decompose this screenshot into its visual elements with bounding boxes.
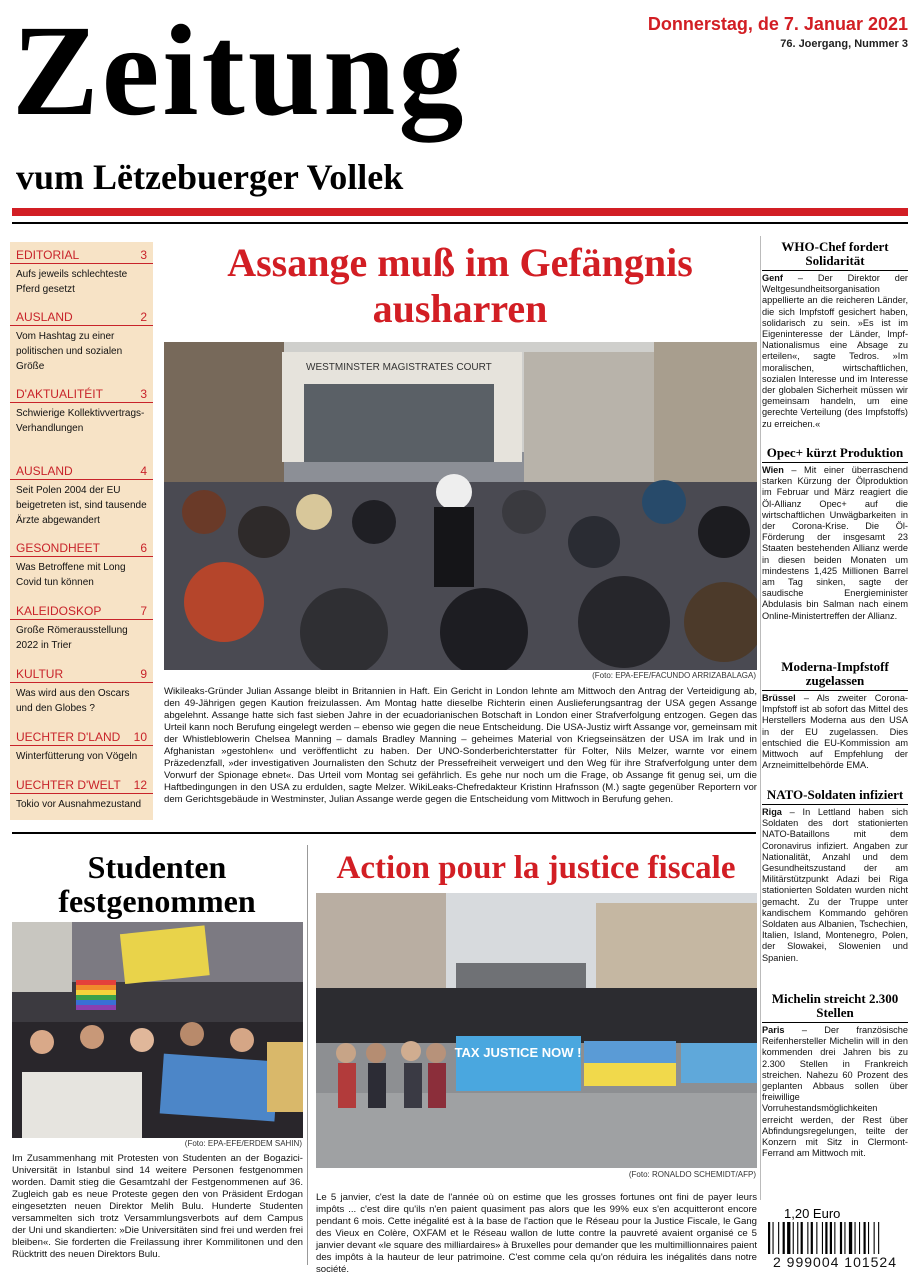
tax-justice-scene [316, 893, 757, 1168]
brief-title: WHO-Chef fordert Solidarität [762, 240, 908, 271]
index-desc: Vom Hashtag zu einer politischen und sozialen Größe [16, 331, 123, 372]
contents-index [10, 242, 153, 820]
index-item-kaleidoskop[interactable] [10, 604, 153, 653]
issue-edition: 76. Joergang, Nummer 3 [780, 38, 908, 50]
index-section: UECHTER D'WELT [16, 778, 121, 792]
masthead-title: Zeitung [12, 0, 467, 143]
students-headline[interactable]: Studenten festgenommen [58, 849, 256, 919]
index-page: 12 [133, 778, 147, 792]
main-photo-credit: (Foto: EPA-EFE/FACUNDO ARRIZABALAGA) [592, 671, 756, 680]
index-section: KULTUR [16, 667, 64, 681]
action-body: Le 5 janvier, c'est la date de l'année où on estime que les grosses fortunes ont fini de payer leurs impôts ... c'est dire qu'ils n'en paient quasiment pas alors que les 99% eux s'en acquitteront encore pendant 6 mois. Cette inégalité est à la base de l'action que le Réseau pour la Justice Fiscale, le Gang des Vieux en Colère, OXFAM et le Réseau wallon de lutte contre la pauvreté avaient organisé ce 5 janvier devant «le square des milliardaires» à Bruxelles pour demander que les multimillionnaires paient des impôts à la hauteur de leur patrimoine. C'est comme cela qu'on réduira les inégalités dans notre société. [316, 1192, 758, 1275]
index-item-kultur[interactable] [10, 667, 153, 716]
brief-opec[interactable] [762, 446, 908, 622]
index-desc: Winterfütterung von Vögeln [16, 751, 138, 762]
index-page: 4 [140, 464, 147, 478]
brief-text: Genf – Der Direktor der Weltgesundheitsorganisation appellierte an die reicheren Länder, die sich Impfstoff gesichert haben, solidarisch zu sein. »Es ist im Eigeninteresse der Länder, Impf-Nationalismus eine Absage zu erteilen«, sagte Tedros. »Im moralischen, wirtschaftlichen, sozialen Interesse und im Interesse der globalen Sicherheit müssen wir gemeinsam handeln, um eine gerechte Verteilung (des Impfstoffs) zu erreichen.« [762, 273, 908, 429]
briefs-divider [760, 236, 761, 1200]
students-body: Im Zusammenhang mit Protesten von Studenten an der Bogazici-Universität in Istanbul sind 14 weitere Personen festgenommen worden. Damit stieg die Gesamtzahl der Festgenommenen auf 36. Zugleich gab es neue Proteste gegen den von Präsident Erdogan eingesetzten neuen Direktor Melih Bulu. Hunderte Studenten versammelten sich trotz Versammlungsverbots auf dem Campus der Uni und skandierten: »Die Universitäten sind frei und werden frei bleiben«. Sie forderten die Freilassung ihrer Kommilitonen und den Rücktritt des neuen Direktors Bulu. [12, 1153, 303, 1260]
action-photo [316, 893, 757, 1168]
index-item-aktualiteit[interactable] [10, 387, 153, 436]
brief-title: Moderna-Impfstoff zugelassen [762, 660, 908, 691]
brief-text: Riga – In Lettland haben sich Soldaten des dort stationierten NATO-Bataillons mit dem Coronavirus infiziert. Angaben zur Nationalität, Anzahl und dem Gesundheitszustand der am Militärstützpunkt Adazi bei Riga stationierten Soldaten wurden nicht gemacht. Zu der Truppe unter kandischem Kommando gehören Soldaten aus Albanien, Tschechien, Italien, Island, Montenegro, Polen, der Slowakei, Slowenien und Spanien. [762, 807, 908, 963]
issue-date: Donnerstag, de 7. Januar 2021 [647, 14, 908, 34]
index-item-editorial[interactable] [10, 248, 153, 297]
brief-who[interactable] [762, 240, 908, 430]
students-photo [12, 922, 303, 1138]
court-press-scene [164, 342, 757, 670]
brief-title: Opec+ kürzt Produktion [762, 446, 908, 463]
column-divider [307, 845, 308, 1265]
index-desc: Tokio vor Ausnahmezustand [16, 799, 142, 810]
brief-text: Paris – Der französische Reifenhersteller Michelin will in den kommenden drei Jahren bis zu 2.300 Stellen in Frankreich streichen. Nahezu 60 Prozent des geplanten Abbaus sollen über freiwillige Vorruhestandsmöglichkeiten erreicht werden, der Rest über Abfindungsregelungen, teilte der Konzern mit Sitz in Clermont-Ferrand am Mittwoch mit. [762, 1025, 908, 1159]
price-label: 1,20 Euro [784, 1206, 841, 1221]
barcode-bars [762, 1222, 908, 1254]
action-photo-credit: (Foto: RONALDO SCHEMIDT/AFP) [628, 1170, 756, 1179]
main-body: Wikileaks-Gründer Julian Assange bleibt in Britannien in Haft. Ein Gericht in London lehnte am Mittwoch den Antrag der Verteidigung ab, den 49-Jährigen gegen Kaution freizulassen. Am Montag hatte dieselbe Richterin einen Auslieferungsantrag der USA gegen Assange abgelehnt. Assange hatte sich fast sieben Jahre in der ecuadorianischen Botschaft in London einer Strafverfolgung entzogen. Gegen das Urteil kann noch Berufung eingelegt werden – ebenso wie gegen die neue Entscheidung. Die USA-Justiz wirft Assange vor, gemeinsam mit der Whistleblowerin Chelsea Manning – damals Bradley Manning – geheimes Material von Kriegseinsätzen der USA im Irak und in Afghanistan »gestohlen« und veröffentlicht zu haben. Der UNO-Sonderberichterstatter für Folter, Nils Melzer, warnte vor einem Präzedenzfall, »der investigativen Journalisten den Schutz der Pressefreiheit verweigert und den Weg für ihre Strafverfolgung unter dem Vorwurf der Spionage ebnet«. Das Urteil vom Montag sei gefährlich. Es gehe nur noch um die Frage, ob Assange fit genug sei, um die Haftbedingungen in den USA zu erdulden, sagte Melzer. WikiLeaks-Chefredakteur Kristinn Hrafnsson (M.) sagte gegenüber Reportern vor dem Gerichtsgebäude in Westminster, Julian Assange werde gegen die Entscheidung vom Mittwoch in Berufung gehen. [164, 686, 757, 805]
main-photo [164, 342, 757, 670]
masthead-black-rule [12, 222, 908, 224]
brief-moderna[interactable] [762, 660, 908, 771]
brief-nato[interactable] [762, 788, 908, 964]
index-item-uechter-dwelt[interactable] [10, 778, 153, 812]
brief-text: Wien – Mit einer überraschend starken Kürzung der Ölproduktion im Februar und März reagiert die Öl-Allianz Opec+ auf die wirtschaftlichen Unwägbarkeiten in der Corona-Krise. Die Öl-Förderung der insgesamt 23 Staaten bestehenden Allianz werde in diesen beiden Monaten um mindestens 1,425 Millionen Barrel am Tag sinken, sagte der saudische Energieminister Abdulasis bin Salman nach einem Online-Ministertreffen der Allianz. [762, 465, 908, 621]
index-section: AUSLAND [16, 464, 73, 478]
index-page: 10 [133, 730, 147, 744]
brief-text: Brüssel – Als zweiter Corona-Impfstoff ist ab sofort das Mittel des Herstellers Moderna aus den USA in der EU zugelassen. Dies entschied die EU-Kommission am Mittwoch auf Empfehlung der Arzneimittelbehörde EMA. [762, 693, 908, 771]
index-desc: Schwierige Kollektivvertrags-Verhandlungen [16, 408, 145, 434]
index-section: D'AKTUALITÉIT [16, 387, 103, 401]
index-desc: Große Römerausstellung 2022 in Trier [16, 625, 128, 651]
index-section: AUSLAND [16, 310, 73, 324]
brief-michelin[interactable] [762, 992, 908, 1159]
index-item-uechter-dland[interactable] [10, 730, 153, 764]
index-page: 3 [140, 387, 147, 401]
index-page: 9 [140, 667, 147, 681]
index-page: 7 [140, 604, 147, 618]
court-sign: WESTMINSTER MAGISTRATES COURT [306, 362, 492, 373]
index-item-gesondheet[interactable] [10, 541, 153, 590]
index-page: 3 [140, 248, 147, 262]
news-briefs [762, 240, 908, 1200]
index-desc: Was Betroffene mit Long Covid tun können [16, 562, 126, 588]
action-headline[interactable]: Action pour la justice fiscale [336, 850, 736, 886]
masthead-subtitle: vum Lëtzebuerger Vollek [16, 157, 404, 197]
index-page: 2 [140, 310, 147, 324]
main-headline[interactable]: Assange muß im Gefängnis ausharren [227, 240, 693, 331]
index-desc: Was wird aus den Oscars und den Globes ? [16, 688, 130, 714]
students-photo-credit: (Foto: EPA-EFE/ERDEM SAHIN) [184, 1139, 302, 1148]
index-section: KALEIDOSKOP [16, 604, 102, 618]
index-desc: Seit Polen 2004 der EU beigetreten ist, sind tausende Ärzte abgewandert [16, 485, 147, 526]
student-protest-scene [12, 922, 303, 1138]
index-item-ausland-1[interactable] [10, 310, 153, 374]
index-section: GESONDHEET [16, 541, 101, 555]
index-section: UECHTER D'LAND [16, 730, 121, 744]
index-page: 6 [140, 541, 147, 555]
brief-title: NATO-Soldaten infiziert [762, 788, 908, 805]
masthead-red-rule [12, 208, 908, 216]
brief-title: Michelin streicht 2.300 Stellen [762, 992, 908, 1023]
index-section: EDITORIAL [16, 248, 80, 262]
index-desc: Aufs jeweils schlechteste Pferd gesetzt [16, 269, 128, 295]
banner-text: TAX JUSTICE NOW ! [454, 1045, 582, 1060]
section-rule [12, 832, 756, 834]
barcode-number: 2 999004 101524 [762, 1254, 908, 1270]
index-item-ausland-2[interactable] [10, 464, 153, 528]
